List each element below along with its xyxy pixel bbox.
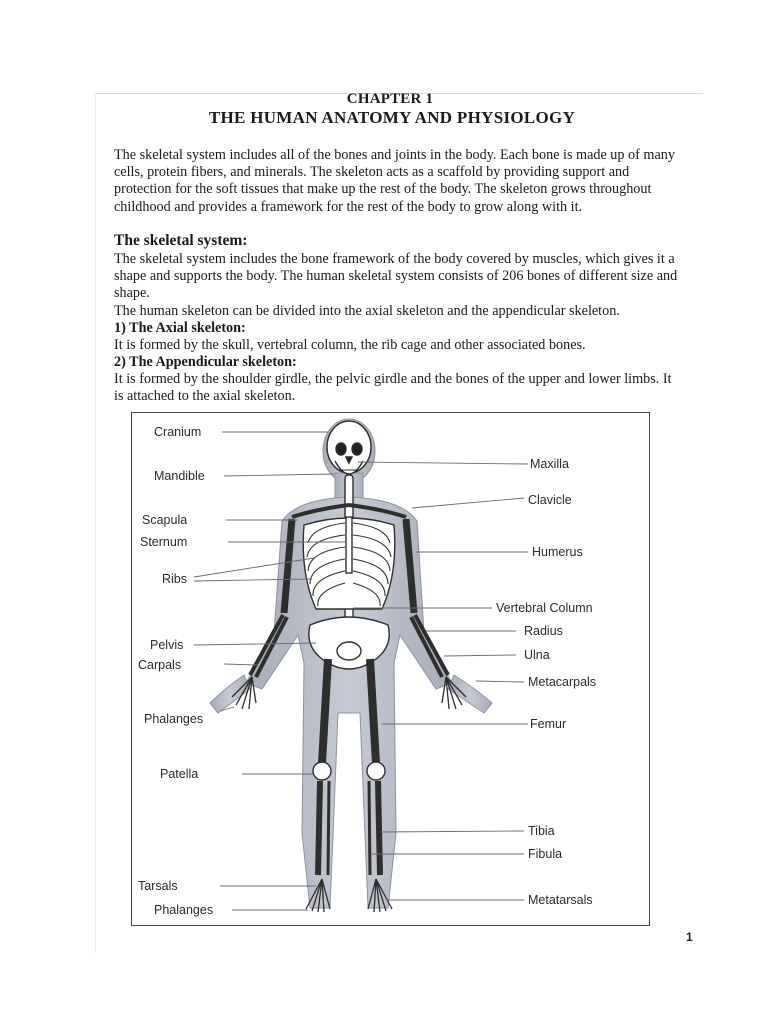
figure-labels-left: [138, 425, 213, 917]
section-heading-skeletal-system: The skeletal system:: [114, 232, 248, 249]
label-carpals: Carpals: [138, 658, 182, 672]
page-left-rule: [95, 93, 96, 953]
page-number: 1: [686, 930, 693, 944]
label-scapula: Scapula: [142, 513, 188, 527]
label-vertebral-column: Vertebral Column: [496, 601, 593, 615]
label-mandible: Mandible: [154, 469, 205, 483]
label-fibula: Fibula: [528, 847, 563, 861]
label-patella: Patella: [160, 767, 199, 781]
label-tibia: Tibia: [528, 824, 555, 838]
axial-skeleton-text: It is formed by the skull, vertebral column, the rib cage and other associated bones.: [114, 337, 586, 353]
label-ulna: Ulna: [524, 648, 550, 662]
label-phalanges-hand: Phalanges: [144, 712, 204, 726]
label-cranium: Cranium: [154, 425, 202, 439]
chapter-label: CHAPTER 1: [346, 91, 434, 107]
appendicular-skeleton-text: It is formed by the shoulder girdle, the pelvic girdle and the bones of the upper and lower limbs. It is attached to the axial skeleton.: [114, 371, 672, 405]
division-paragraph: The human skeleton can be divided into the axial skeleton and the appendicular skeleton.: [114, 303, 620, 319]
label-pelvis: Pelvis: [150, 638, 184, 652]
label-maxilla: Maxilla: [530, 457, 569, 471]
sternum-bone: [346, 517, 352, 573]
label-femur: Femur: [530, 717, 567, 731]
appendicular-skeleton-heading: 2) The Appendicular skeleton:: [114, 354, 297, 370]
label-metacarpals: Metacarpals: [528, 675, 597, 689]
skeleton-figure: [131, 412, 650, 926]
skeletal-system-paragraph: The skeletal system includes the bone framework of the body covered by muscles, which gives it a shape and supports the body. The human skeletal system consists of 206 bones of different size and shape.: [114, 251, 678, 302]
label-tarsals: Tarsals: [138, 879, 178, 893]
axial-skeleton-heading: 1) The Axial skeleton:: [114, 320, 246, 336]
label-sternum: Sternum: [140, 535, 188, 549]
skeleton-diagram: [132, 413, 651, 927]
patella-right: [367, 762, 385, 780]
label-radius: Radius: [524, 624, 563, 638]
label-humerus: Humerus: [532, 545, 583, 559]
page-title: THE HUMAN ANATOMY AND PHYSIOLOGY: [208, 108, 576, 127]
label-clavicle: Clavicle: [528, 493, 572, 507]
label-ribs: Ribs: [162, 572, 188, 586]
label-phalanges-foot: Phalanges: [154, 903, 214, 917]
patella-left: [313, 762, 331, 780]
label-metatarsals: Metatarsals: [528, 893, 593, 907]
intro-paragraph: The skeletal system includes all of the bones and joints in the body. Each bone is made up of many cells, protein fibers, and minerals. The skeleton acts as a scaffold by providing support and protection for the soft tissues that make up the rest of the body. The skeleton grows throughout childhood and provides a framework for the rest of the body to grow along with it.: [114, 147, 675, 215]
